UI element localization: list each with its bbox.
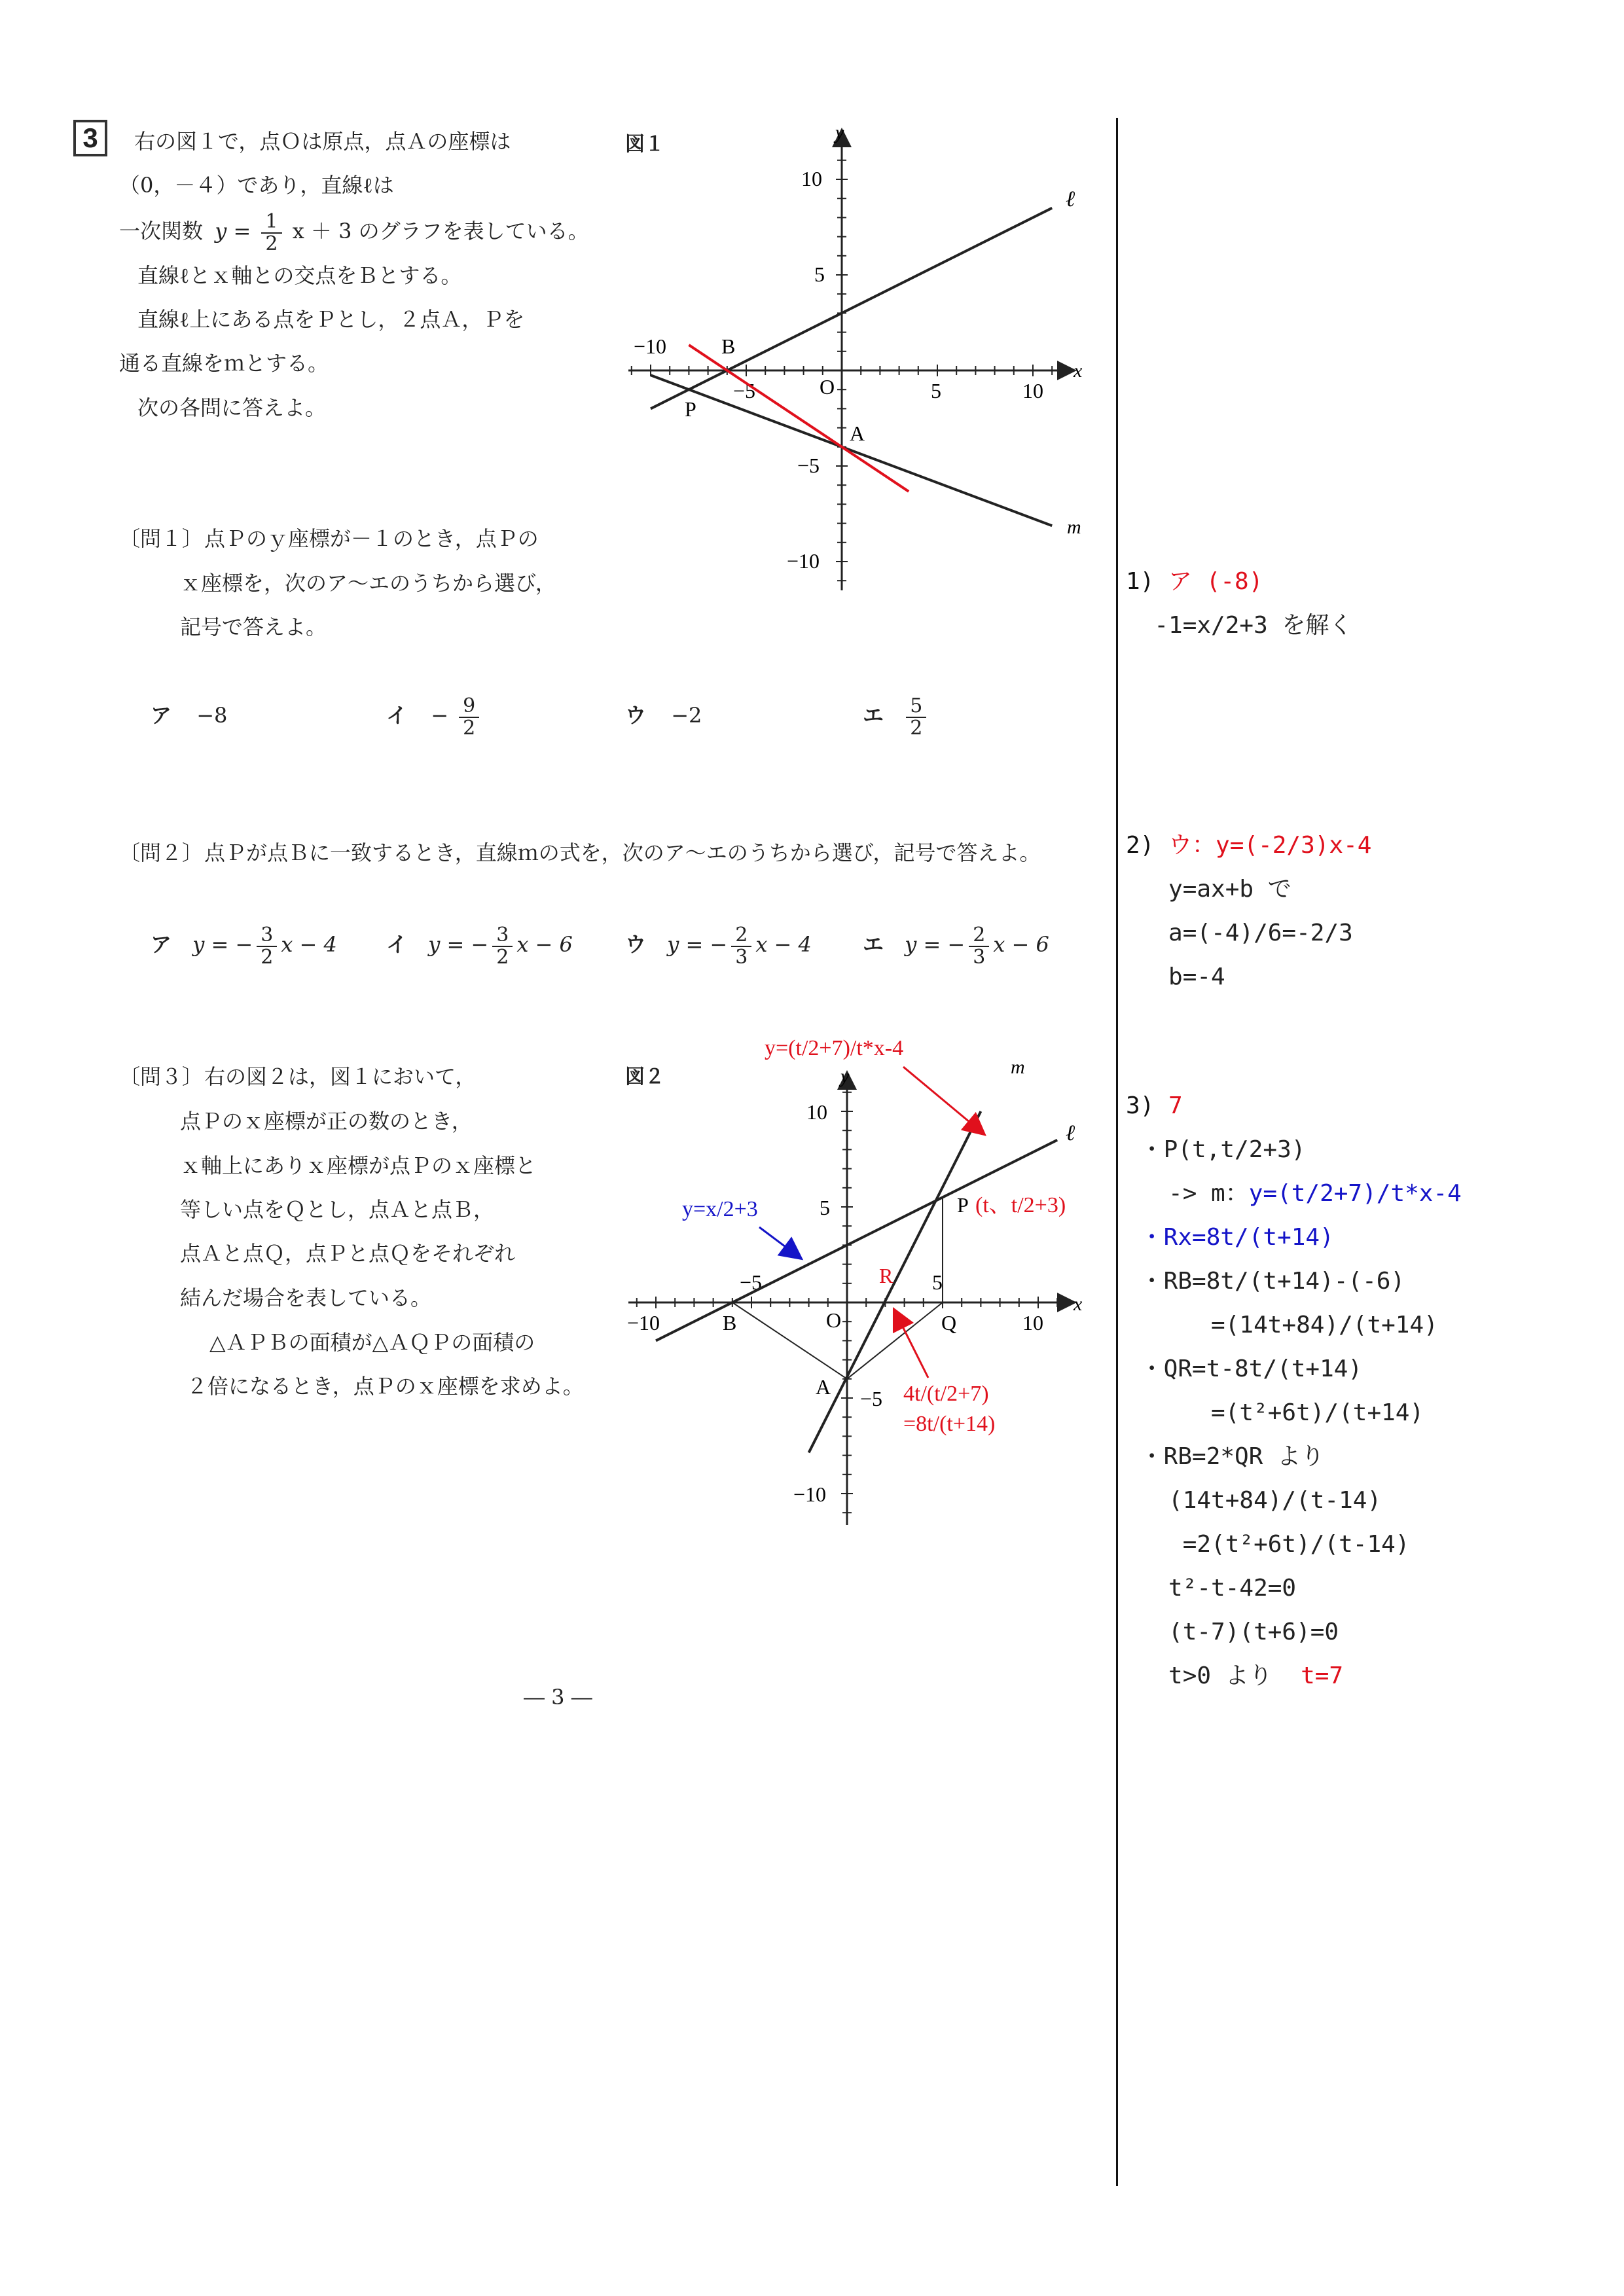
q2-choice-a-pre: y = − bbox=[192, 932, 253, 957]
function-suffix: x ＋ 3 のグラフを表している。 bbox=[292, 219, 589, 243]
q1-choice-e-label: エ bbox=[863, 704, 884, 727]
answer-3-number: 3) bbox=[1126, 1092, 1169, 1119]
q2-choice-i-num: 3 bbox=[492, 925, 513, 947]
q1-text-2: ｘ座標を，次のア～エのうちから選び， bbox=[180, 571, 556, 596]
fig2-tick-x-5: 5 bbox=[932, 1270, 943, 1294]
fig2-axis-y: y bbox=[840, 1066, 850, 1087]
q2-choice-u-label: ウ bbox=[625, 933, 647, 956]
fig2-note-r1: 4t/(t/2+7) bbox=[903, 1382, 989, 1406]
fig2-point-q: Q bbox=[941, 1311, 957, 1335]
answer-3-value: 7 bbox=[1168, 1092, 1183, 1119]
q1-choice-e-num: 5 bbox=[906, 696, 926, 718]
fig1-axis-x: x bbox=[1074, 360, 1083, 382]
answer-2-line-2: a=(-4)/6=-2/3 bbox=[1126, 920, 1353, 946]
fig1-line-l-graph bbox=[651, 208, 1052, 409]
fig2-point-b: B bbox=[723, 1311, 737, 1335]
fig2-tick-y-5: 5 bbox=[820, 1196, 830, 1219]
q3-line-8: ２倍になるとき，点Ｐのｘ座標を求めよ。 bbox=[187, 1374, 584, 1399]
q3-line-4: 等しい点をＱとし，点Ａと点Ｂ， bbox=[180, 1197, 495, 1222]
answer-3-line-5: =(14t+84)/(t+14) bbox=[1126, 1312, 1438, 1338]
q2-text: 点Ｐが点Ｂに一致するとき，直線ｍの式を，次のア～エのうちから選び，記号で答えよ。 bbox=[204, 840, 1041, 865]
q2-choice-a-post: x − 4 bbox=[281, 932, 337, 957]
problem-number: 3 bbox=[73, 120, 107, 156]
q2-choice-e-frac bbox=[969, 925, 989, 968]
answer-3-line-13 bbox=[1126, 1654, 1343, 1698]
intro-line-6: 通る直線をｍとする。 bbox=[119, 351, 329, 376]
intro-line-3 bbox=[119, 209, 589, 255]
q1-label: 〔問１〕 bbox=[119, 526, 204, 551]
fig1-tick-y-5: 5 bbox=[814, 262, 825, 286]
intro-line-7: 次の各問に答えよ。 bbox=[137, 395, 327, 420]
function-label: 一次関数 bbox=[119, 219, 204, 243]
answer-3-line-2b: y=(t/2+7)/t*x-4 bbox=[1248, 1180, 1462, 1207]
answer-3-line-8: ・RB=2*QR より bbox=[1126, 1443, 1325, 1470]
fig1-point-b: B bbox=[721, 334, 736, 358]
q2-choice-e-den: 3 bbox=[973, 945, 986, 969]
q2-choice-i-post: x − 6 bbox=[516, 932, 573, 957]
q1-choice-e-frac bbox=[906, 696, 926, 739]
q2-choice-a-frac bbox=[257, 925, 277, 968]
q1-choice-i-label: イ bbox=[386, 704, 408, 727]
fig1-origin: O bbox=[820, 375, 835, 399]
answer-3-line-12: (t-7)(t+6)=0 bbox=[1126, 1619, 1339, 1645]
fig1-graph bbox=[615, 124, 1100, 602]
q2-choice-a bbox=[151, 923, 337, 968]
answer-1-value: ア (-8) bbox=[1168, 568, 1263, 595]
fig2-axis-x: x bbox=[1074, 1293, 1083, 1315]
answer-3-line-2 bbox=[1126, 1172, 1462, 1215]
fig2-point-p: P bbox=[957, 1193, 969, 1217]
fig2-tick-y-10: 10 bbox=[806, 1100, 827, 1124]
fig2-tick-x-neg5: −5 bbox=[740, 1270, 763, 1294]
q2-choice-a-den: 2 bbox=[261, 945, 274, 969]
answer-1-head bbox=[1126, 560, 1263, 603]
q1-text-3: 記号で答えよ。 bbox=[180, 615, 327, 639]
fig2-tick-x-10: 10 bbox=[1022, 1311, 1043, 1335]
q1-choice-i-num: 9 bbox=[459, 696, 479, 718]
q2-choice-u-pre: y = − bbox=[667, 932, 728, 957]
q2-choice-i-label: イ bbox=[386, 933, 408, 956]
q1-choice-u-label: ウ bbox=[625, 704, 647, 727]
q2-choice-e-post: x − 6 bbox=[993, 932, 1049, 957]
answer-3-line-4: ・RB=8t/(t+14)-(-6) bbox=[1126, 1268, 1405, 1295]
fig1-line-m: m bbox=[1067, 516, 1081, 538]
fig2-note-p: (t、t/2+3) bbox=[975, 1193, 1066, 1217]
q2-choice-u-den: 3 bbox=[735, 945, 748, 969]
answer-3-head bbox=[1126, 1084, 1183, 1128]
fig2-label: 図２ bbox=[625, 1066, 664, 1088]
q3-line-3: ｘ軸上にありｘ座標が点Ｐのｘ座標と bbox=[180, 1153, 537, 1178]
fig2-note-m: y=(t/2+7)/t*x-4 bbox=[765, 1036, 904, 1060]
answer-3-line-9: (14t+84)/(t-14) bbox=[1126, 1487, 1382, 1514]
q2-choice-e-num: 2 bbox=[969, 925, 989, 947]
q2-choice-i bbox=[386, 923, 573, 968]
answer-3-line-7: =(t²+6t)/(t+14) bbox=[1126, 1399, 1424, 1426]
answer-3-line-3: ・Rx=8t/(t+14) bbox=[1126, 1224, 1334, 1251]
answer-2-number: 2) bbox=[1126, 832, 1169, 859]
function-frac-num: 1 bbox=[261, 211, 281, 234]
intro-line-2: （0，－４）であり，直線ℓは bbox=[119, 173, 394, 198]
answer-3-line-10: =2(t²+6t)/(t-14) bbox=[1126, 1531, 1410, 1558]
fig2-note-m-arrow bbox=[903, 1067, 982, 1132]
answer-1-number: 1) bbox=[1126, 568, 1169, 595]
fig2-line-l-graph bbox=[656, 1140, 1057, 1341]
q2-label: 〔問２〕 bbox=[119, 840, 204, 865]
q3-line-2: 点Ｐのｘ座標が正の数のとき， bbox=[180, 1109, 473, 1134]
q2-choice-i-frac bbox=[492, 925, 513, 968]
fig1-tick-y-10: 10 bbox=[801, 167, 822, 190]
fig1-tick-x-5: 5 bbox=[931, 379, 941, 403]
fig1-line-l: ℓ bbox=[1066, 187, 1075, 211]
fig2-tick-x-neg10: −10 bbox=[627, 1311, 660, 1335]
fig2-line-m: m bbox=[1011, 1056, 1025, 1078]
fig1-point-a: A bbox=[850, 422, 865, 445]
fig2-line-l: ℓ bbox=[1066, 1121, 1075, 1145]
answer-3-line-13b: t=7 bbox=[1301, 1662, 1344, 1689]
q2-choice-u bbox=[625, 923, 812, 968]
answer-2-head bbox=[1126, 823, 1371, 867]
q3-line-6: 結んだ場合を表している。 bbox=[180, 1285, 432, 1310]
q1-choice-e-den: 2 bbox=[910, 716, 923, 740]
answer-2-line-1: y=ax+b で bbox=[1126, 876, 1291, 903]
q1-choice-a-label: ア bbox=[151, 704, 172, 727]
answer-3-line-2a: -> m： bbox=[1126, 1180, 1249, 1207]
fig1-label: 図１ bbox=[625, 134, 664, 155]
fig2-point-a: A bbox=[816, 1375, 831, 1399]
q1-choice-a-value: −8 bbox=[196, 703, 228, 728]
fig1-tick-x-neg5: −5 bbox=[733, 379, 756, 403]
q1-choice-i-sign: − bbox=[431, 703, 448, 728]
fig1-tick-x-10: 10 bbox=[1022, 379, 1043, 403]
q1-choice-u bbox=[625, 694, 702, 737]
page-number: ― 3 ― bbox=[524, 1685, 592, 1710]
fig2-note-r2: =8t/(t+14) bbox=[903, 1412, 996, 1436]
function-prefix: y = bbox=[215, 219, 251, 243]
q2-choice-i-pre: y = − bbox=[428, 932, 489, 957]
fig1-point-p: P bbox=[685, 397, 696, 421]
intro-line-4: 直線ℓとｘ軸との交点をＢとする。 bbox=[137, 263, 462, 288]
fig2-note-l-arrow bbox=[759, 1227, 799, 1257]
answer-divider bbox=[1116, 118, 1118, 2186]
fig1-line-m-graph bbox=[651, 375, 1052, 526]
answer-3-line-1: ・P(t,t/2+3) bbox=[1126, 1136, 1306, 1163]
q2-choice-e bbox=[863, 923, 1049, 968]
fig2-note-l: y=x/2+3 bbox=[682, 1197, 758, 1221]
answer-2-value: ウ：y=(-2/3)x-4 bbox=[1168, 832, 1372, 859]
answer-1-line-1: -1=x/2+3 を解く bbox=[1126, 612, 1353, 639]
q3-line-7: △ＡＰＢの面積が△ＡＱＰの面積の bbox=[209, 1330, 535, 1355]
fig1-tick-y-neg10: −10 bbox=[787, 549, 820, 573]
fig1-axis-y: y bbox=[835, 124, 844, 143]
q1-choice-i bbox=[386, 694, 483, 739]
fig2-graph bbox=[615, 1028, 1100, 1545]
q2-choice-u-num: 2 bbox=[731, 925, 751, 947]
q3-line-1: 右の図２は，図１において， bbox=[204, 1064, 477, 1089]
function-frac-den: 2 bbox=[265, 232, 278, 255]
q2-choice-e-pre: y = − bbox=[905, 932, 965, 957]
q2-choice-u-post: x − 4 bbox=[755, 932, 812, 957]
intro-line-5: 直線ℓ上にある点をＰとし，２点Ａ，Ｐを bbox=[137, 307, 525, 332]
fig2-tick-y-neg5: −5 bbox=[860, 1387, 883, 1410]
q2-choice-a-label: ア bbox=[151, 933, 172, 956]
q2-choice-e-label: エ bbox=[863, 933, 884, 956]
answer-3-line-13a: t>0 より bbox=[1126, 1662, 1301, 1689]
q2-choice-i-den: 2 bbox=[496, 945, 509, 969]
fig2-segment-aq bbox=[847, 1302, 943, 1379]
fig2-tick-y-neg10: −10 bbox=[793, 1482, 827, 1506]
q1-choice-i-den: 2 bbox=[463, 716, 476, 740]
fig1-tick-y-neg5: −5 bbox=[797, 454, 820, 477]
fig2-origin: O bbox=[826, 1308, 842, 1332]
q1-choice-e bbox=[863, 694, 930, 739]
function-fraction bbox=[261, 211, 281, 255]
fig2-note-r-arrow bbox=[895, 1312, 928, 1378]
q2-choice-u-frac bbox=[731, 925, 751, 968]
answer-3-line-6: ・QR=t-8t/(t+14) bbox=[1126, 1355, 1363, 1382]
q2-choice-a-num: 3 bbox=[257, 925, 277, 947]
answer-2-line-3: b=-4 bbox=[1126, 963, 1225, 990]
q1-choice-u-value: −2 bbox=[671, 703, 702, 728]
q1-choice-i-frac bbox=[459, 696, 479, 739]
q1-text-1: 点Ｐのｙ座標が－１のとき，点Ｐの bbox=[204, 526, 539, 551]
intro-line-1: 右の図１で，点Ｏは原点，点Ａの座標は bbox=[134, 129, 511, 154]
fig1-tick-x-neg10: −10 bbox=[634, 334, 667, 358]
q3-line-5: 点Ａと点Ｑ，点Ｐと点Ｑをそれぞれ bbox=[180, 1241, 516, 1266]
q3-label: 〔問３〕 bbox=[119, 1064, 204, 1089]
fig2-point-r: R bbox=[879, 1264, 893, 1287]
q1-choice-a bbox=[151, 694, 227, 737]
answer-3-line-11: t²-t-42=0 bbox=[1126, 1575, 1297, 1602]
